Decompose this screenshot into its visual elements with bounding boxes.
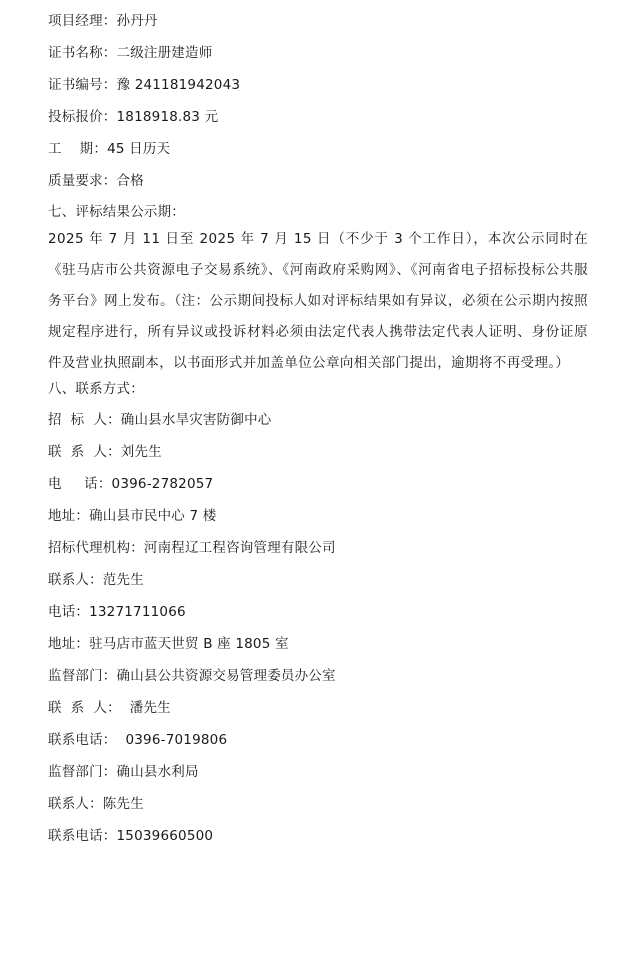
construction-period-line: 工 期：45 日历天: [48, 141, 171, 157]
tenderer-phone-line: 电 话：0396-2782057: [48, 476, 214, 492]
tenderer-line: 招 标 人：确山县水旱灾害防御中心: [48, 412, 272, 428]
publicity-period-paragraph: 2025 年 7 月 11 日至 2025 年 7 月 15 日（不少于 3 个工作日），本次公示同时在《驻马店市公共资源电子交易系统》、《河南政府采购网》、《河南省电子招标投标公共服务平台》网上发布。（注：公示期间投标人如对评标结果如有异议，必须在公示期内按照规定程序进行，所有异议或投诉材料必须由法定代表人携带法定代表人证明、身份证原件及营业执照副本，以书面形式并加盖单位公章向相关部门提出，逾期将不再受理。）: [48, 231, 588, 371]
agency-contact-line: 联系人：范先生: [48, 572, 144, 588]
quality-requirement-line: 质量要求：合格: [48, 173, 144, 189]
supervisor-two-line: 监督部门：确山县水利局: [48, 764, 199, 780]
section-seven-heading: 七、评标结果公示期：: [48, 204, 185, 220]
supervisor-two-contact-line: 联系人：陈先生: [48, 796, 144, 812]
section-eight-heading: 八、联系方式：: [48, 381, 144, 397]
tenderer-contact-line: 联 系 人：刘先生: [48, 444, 162, 460]
certificate-name-line: 证书名称：二级注册建造师: [48, 45, 213, 61]
supervisor-two-phone-line: 联系电话：15039660500: [48, 828, 214, 844]
supervisor-one-phone-line: 联系电话： 0396-7019806: [48, 732, 228, 748]
certificate-number-line: 证书编号：豫 241181942043: [48, 77, 241, 93]
supervisor-one-contact-line: 联 系 人： 潘先生: [48, 700, 171, 716]
project-manager-line: 项目经理：孙丹丹: [48, 13, 158, 29]
agency-phone-line: 电话：13271711066: [48, 604, 186, 620]
tenderer-address-line: 地址：确山县市民中心 7 楼: [48, 508, 217, 524]
agency-address-line: 地址：驻马店市蓝天世贸 B 座 1805 室: [48, 636, 289, 652]
agency-line: 招标代理机构：河南程辽工程咨询管理有限公司: [48, 540, 336, 556]
bid-price-line: 投标报价：1818918.83 元: [48, 109, 219, 125]
supervisor-one-line: 监督部门：确山县公共资源交易管理委员办公室: [48, 668, 336, 684]
